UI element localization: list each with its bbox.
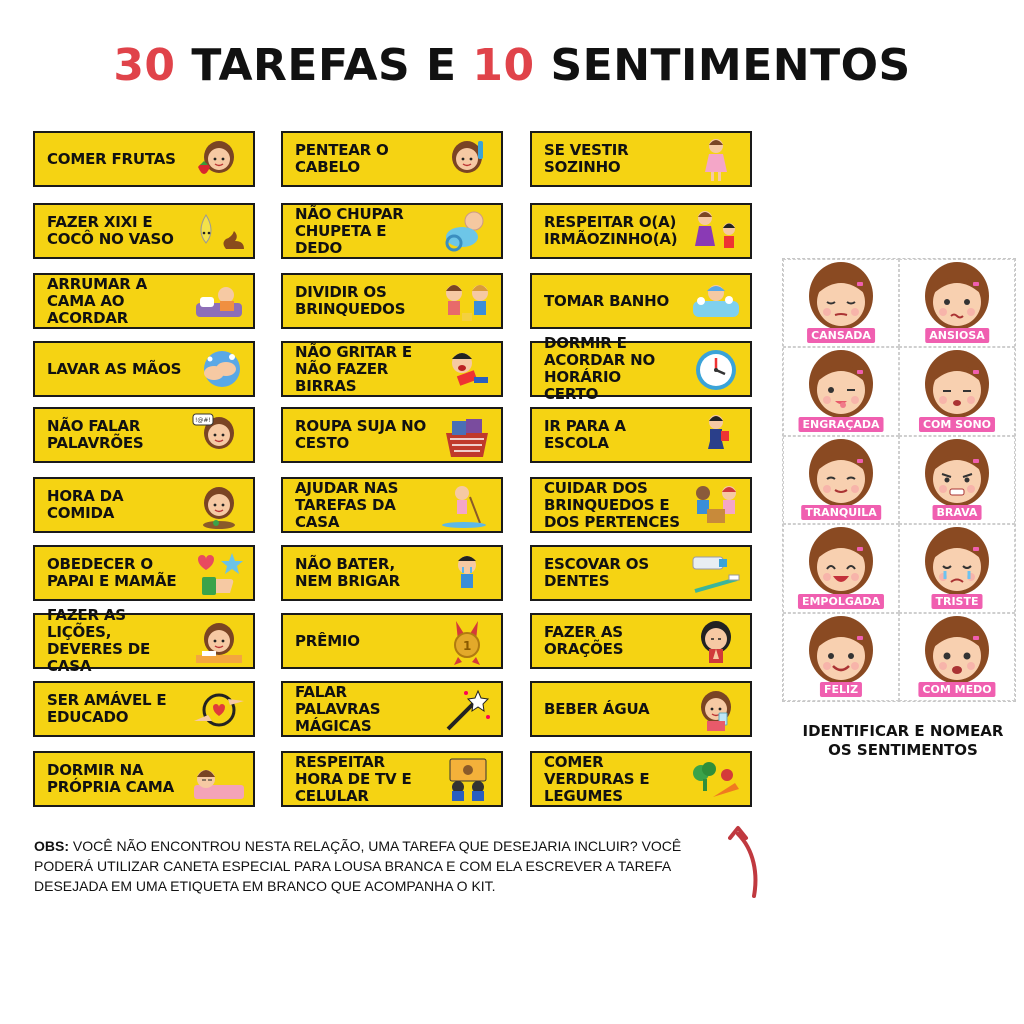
task-card xyxy=(281,545,503,601)
feeling-card xyxy=(783,436,899,524)
page-title xyxy=(0,40,1024,91)
task-label: RESPEITAR HORA DE TV E CELULAR xyxy=(295,752,412,805)
task-label: NÃO CHUPAR CHUPETA E DEDO xyxy=(295,204,404,257)
task-label: DORMIR NA PRÓPRIA CAMA xyxy=(47,761,175,796)
task-card xyxy=(33,477,255,533)
feeling-label: COM SONO xyxy=(919,417,995,432)
clock-icon xyxy=(688,347,744,393)
svg-text:1: 1 xyxy=(463,639,472,653)
girl-face-tired-icon xyxy=(795,260,887,336)
feeling-label: TRISTE xyxy=(931,594,982,609)
task-label: HORA DA COMIDA xyxy=(47,487,124,522)
pee-poop-icon xyxy=(191,209,247,255)
girl-face-funny-icon xyxy=(795,348,887,424)
task-label: ROUPA SUJA NO CESTO xyxy=(295,417,427,452)
task-card xyxy=(281,681,503,737)
task-card xyxy=(33,341,255,397)
task-label: PENTEAR O CABELO xyxy=(295,141,389,176)
washing-hands-icon xyxy=(191,347,247,393)
task-label: PRÊMIO xyxy=(295,631,360,650)
girl-face-happy-icon xyxy=(795,614,887,690)
task-label: SER AMÁVEL E EDUCADO xyxy=(47,691,167,726)
girl-face-sad-icon xyxy=(911,525,1003,601)
sleeping-girl-icon xyxy=(191,757,247,803)
girl-face-excited-icon xyxy=(795,525,887,601)
thumbs-up-icon xyxy=(191,551,247,597)
magic-wand-icon xyxy=(439,687,495,733)
siblings-icon xyxy=(688,209,744,255)
task-label: NÃO FALAR PALAVRÕES xyxy=(47,417,144,452)
task-card xyxy=(281,273,503,329)
task-label: DIVIDIR OS BRINQUEDOS xyxy=(295,283,406,318)
task-card xyxy=(530,407,752,463)
praying-girl-icon xyxy=(688,619,744,665)
task-card xyxy=(530,545,752,601)
girl-brushing-hair-icon xyxy=(439,137,495,183)
title-number-tasks: 30 xyxy=(113,40,176,91)
task-card xyxy=(33,407,255,463)
feeling-label: ENGRAÇADA xyxy=(799,417,884,432)
girl-face-sleepy-icon xyxy=(911,348,1003,424)
title-text-feelings: SENTIMENTOS xyxy=(534,40,911,91)
tantrum-kid-icon xyxy=(439,347,495,393)
feeling-card xyxy=(783,524,899,612)
girl-face-anxious-icon xyxy=(911,260,1003,336)
task-card xyxy=(33,751,255,807)
curved-arrow-icon xyxy=(728,824,768,900)
vegetables-icon xyxy=(688,757,744,803)
girl-face-angry-icon xyxy=(911,437,1003,513)
pacifier-icon xyxy=(439,209,495,255)
feeling-label: FELIZ xyxy=(820,682,862,697)
task-card xyxy=(281,477,503,533)
medal-icon xyxy=(439,619,495,665)
task-label: ESCOVAR OS DENTES xyxy=(544,555,649,590)
feelings-caption: IDENTIFICAR E NOMEAR OS SENTIMENTOS xyxy=(802,722,1004,759)
task-label: IR PARA A ESCOLA xyxy=(544,417,626,452)
girl-face-calm-icon xyxy=(795,437,887,513)
girl-drinking-icon xyxy=(688,687,744,733)
task-label: COMER VERDURAS E LEGUMES xyxy=(544,752,650,805)
task-label: CUIDAR DOS BRINQUEDOS E DOS PERTENCES xyxy=(544,478,680,531)
feelings-grid xyxy=(782,258,1016,702)
feeling-label: TRANQUILA xyxy=(801,505,881,520)
task-label: BEBER ÁGUA xyxy=(544,699,650,718)
task-card xyxy=(530,681,752,737)
task-card xyxy=(530,477,752,533)
obs-lead: OBS: xyxy=(34,838,69,854)
laundry-basket-icon xyxy=(439,413,495,459)
task-card xyxy=(281,203,503,259)
task-label: DORMIR E ACORDAR NO HORÁRIO CERTO xyxy=(544,334,656,403)
bathtub-icon xyxy=(688,279,744,325)
task-label: SE VESTIR SOZINHO xyxy=(544,141,629,176)
feeling-card xyxy=(899,347,1015,435)
schoolgirl-icon xyxy=(688,413,744,459)
bed-icon xyxy=(191,279,247,325)
task-label: LAVAR AS MÃOS xyxy=(47,359,182,378)
obs-note xyxy=(34,836,734,896)
task-card xyxy=(33,606,255,675)
girl-strawberry-icon xyxy=(191,137,247,183)
feeling-card xyxy=(899,613,1015,701)
task-label: FAZER AS LIÇÕES, DEVERES DE CASA xyxy=(47,606,151,675)
kids-sharing-icon xyxy=(439,279,495,325)
task-card xyxy=(530,131,752,187)
task-card xyxy=(33,681,255,737)
task-card xyxy=(530,751,752,807)
task-card xyxy=(530,613,752,669)
homework-icon xyxy=(191,619,247,665)
girl-face-scared-icon xyxy=(911,614,1003,690)
feeling-card xyxy=(899,259,1015,347)
feeling-card xyxy=(783,613,899,701)
task-card xyxy=(530,273,752,329)
feeling-label: ANSIOSA xyxy=(925,328,989,343)
task-card xyxy=(33,131,255,187)
speech-girl-icon xyxy=(191,413,247,459)
feeling-label: BRAVA xyxy=(933,505,982,520)
toothbrush-icon xyxy=(688,551,744,597)
feeling-card xyxy=(899,436,1015,524)
obs-text: VOCÊ NÃO ENCONTROU NESTA RELAÇÃO, UMA TAREFA QUE DESEJARIA INCLUIR? VOCÊ PODERÁ UTILIZAR CANETA ESPECIAL PARA LOUSA BRANCA E COM ELA ESCREVER A TAREFA DESEJADA EM UMA ETIQUETA EM BRANCO QUE ACOMPANHA O KIT. xyxy=(34,838,682,894)
task-label: NÃO BATER, NEM BRIGAR xyxy=(295,555,400,590)
task-label: TOMAR BANHO xyxy=(544,291,669,310)
task-card xyxy=(530,334,752,403)
title-number-feelings: 10 xyxy=(472,40,535,91)
task-label: AJUDAR NAS TAREFAS DA CASA xyxy=(295,478,399,531)
task-card xyxy=(33,545,255,601)
feeling-card xyxy=(899,524,1015,612)
feeling-label: EMPOLGADA xyxy=(798,594,884,609)
task-label: FAZER AS ORAÇÕES xyxy=(544,623,624,658)
feeling-card xyxy=(783,347,899,435)
crying-kid-icon xyxy=(439,551,495,597)
feeling-label: CANSADA xyxy=(807,328,875,343)
title-text-tasks: TAREFAS E xyxy=(175,40,473,91)
mopping-kid-icon xyxy=(439,483,495,529)
task-card xyxy=(281,131,503,187)
task-label: NÃO GRITAR E NÃO FAZER BIRRAS xyxy=(295,342,412,395)
task-card xyxy=(281,407,503,463)
task-card xyxy=(33,273,255,329)
feeling-label: COM MEDO xyxy=(918,682,995,697)
task-label: RESPEITAR O(A) IRMÃOZINHO(A) xyxy=(544,213,678,248)
task-label: FALAR PALAVRAS MÁGICAS xyxy=(295,682,381,735)
task-label: OBEDECER O PAPAI E MAMÃE xyxy=(47,555,177,590)
kids-tv-icon xyxy=(439,757,495,803)
svg-text:!@#!: !@#! xyxy=(195,417,211,424)
task-card xyxy=(281,613,503,669)
task-card xyxy=(33,203,255,259)
feeling-card xyxy=(783,259,899,347)
girl-eating-icon xyxy=(191,483,247,529)
task-label: FAZER XIXI E COCÔ NO VASO xyxy=(47,213,174,248)
toy-box-icon xyxy=(688,483,744,529)
task-label: ARRUMAR A CAMA AO ACORDAR xyxy=(47,274,148,327)
task-card xyxy=(530,203,752,259)
task-card xyxy=(281,751,503,807)
task-card xyxy=(281,341,503,397)
heart-hands-icon xyxy=(191,687,247,733)
girl-dressed-icon xyxy=(688,137,744,183)
task-label: COMER FRUTAS xyxy=(47,149,176,168)
